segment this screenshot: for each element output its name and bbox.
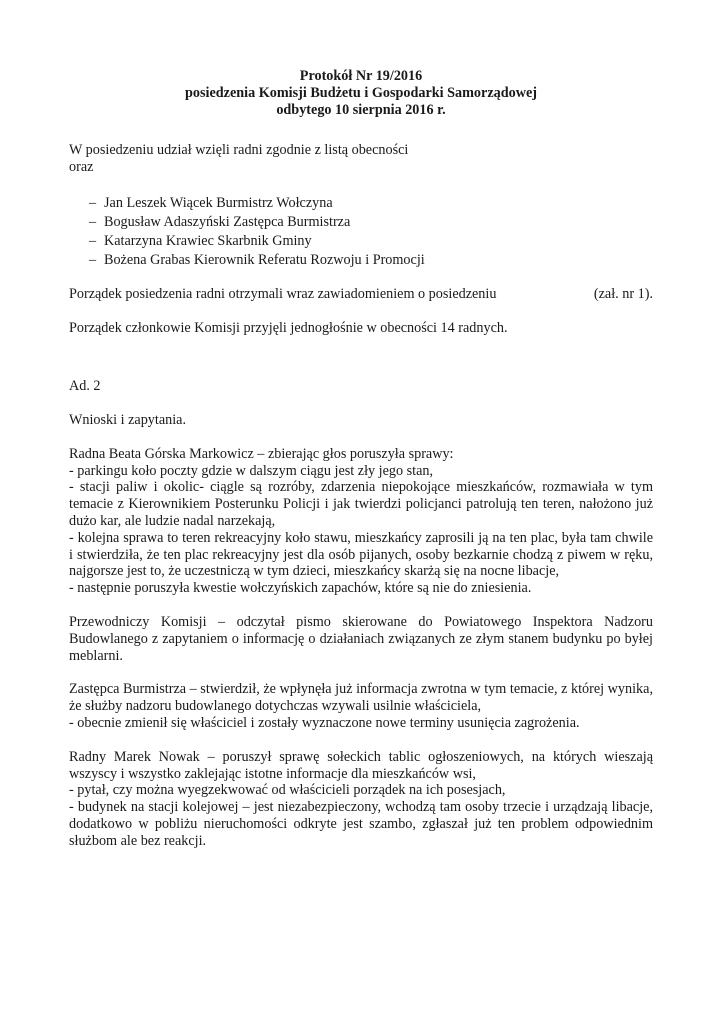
intro-attendance: W posiedzeniu udział wzięli radni zgodnie z listą obecności <box>69 142 409 158</box>
nowak-text: Radny Marek Nowak – poruszył sprawę sołeckich tablic ogłoszeniowych, na których wieszają wszyscy i wszystko zaklejając istotne informacje dla mieszkańców wsi, <box>69 748 653 782</box>
agenda-accepted: Porządek członkowie Komisji przyjęli jednogłośnie w obecności 14 radnych. <box>69 320 508 337</box>
nowak-point-railway: - budynek na stacji kolejowej – jest niezabezpieczony, wchodzą tam osoby trzecie i urządzają libacje, dodatkowo w pobliżu nieruchomości odkryte jest szambo, zgłaszał już ten problem odpowiednim służbom ale bez reakcji. <box>69 799 653 849</box>
deputy-statement <box>69 681 653 731</box>
attendee-list <box>69 194 653 271</box>
dash-bullet: – <box>89 252 97 269</box>
gorska-point-recreation: - kolejna sprawa to teren rekreacyjny koło stawu, mieszkańcy zaprosili ją na ten plac, była tam chwile i stwierdziła, że ten plac rekreacyjny jest dla osób pijanych, osoby bezkarnie chodzą z piwem w ręku, najgorsze jest to, że uczestniczą w tym dzieci, mieszkańcy skarżą się na nocne libacje, <box>69 529 653 580</box>
meeting-date: odbytego 10 sierpnia 2016 r. <box>276 102 446 118</box>
agenda-received-row <box>69 286 653 303</box>
attachment-reference: (zał. nr 1). <box>593 286 653 303</box>
attendee-name: Bogusław Adaszyński Zastępca Burmistrza <box>104 213 351 230</box>
chairman-statement: Przewodniczy Komisji – odczytał pismo skierowane do Powiatowego Inspektora Nadzoru Budowlanego z zapytaniem o informację o działaniach związanych ze złym stanem budynku po byłej meblarni. <box>69 613 653 664</box>
section-heading: Ad. 2 <box>69 378 101 395</box>
dash-bullet: – <box>89 194 97 211</box>
protocol-number: Protokół Nr 19/2016 <box>299 68 423 84</box>
attendee-name: Bożena Grabas Kierownik Referatu Rozwoju i Promocji <box>104 252 425 269</box>
document-page <box>69 68 653 850</box>
dash-bullet: – <box>89 233 97 249</box>
nowak-point-order: - pytał, czy można wyegzekwować od właścicieli porządek na ich posesjach, <box>69 782 506 799</box>
intro-and: oraz <box>69 158 94 175</box>
document-header <box>69 68 653 119</box>
deputy-text: Zastępca Burmistrza – stwierdził, że wpłynęła już informacja zwrotna w tym temacie, z której wynika, że służby nadzoru budowlanego dotychczas wzywali usilnie właściciela, <box>69 681 653 715</box>
agenda-received: Porządek posiedzenia radni otrzymali wraz zawiadomieniem o posiedzeniu <box>69 286 497 303</box>
list-item <box>69 232 653 251</box>
gorska-intro: Radna Beata Górska Markowicz – zbierając głos poruszyła sprawy: <box>69 445 454 462</box>
list-item <box>69 194 653 213</box>
deputy-point: - obecnie zmienił się właściciel i zostały wyznaczone nowe terminy usunięcia zagrożenia. <box>69 714 580 731</box>
gorska-point-station: - stacji paliw i okolic- ciągle są rozróby, zdarzenia niepokojące mieszkańców, rozmawiała w tym temacie z Kierownikiem Posterunku Policji i jak twierdzi policjanci patrolują ten teren, nałożono już dużo kar, ale ludzie nadal narzekają, <box>69 479 653 529</box>
dash-bullet: – <box>89 213 97 230</box>
gorska-point-smells: - następnie poruszyła kwestie wołczyńskich zapachów, które są nie do zniesienia. <box>69 580 532 597</box>
section-subheading: Wnioski i zapytania. <box>69 412 187 428</box>
gorska-statement <box>69 446 653 597</box>
list-item <box>69 213 653 232</box>
attendee-name: Katarzyna Krawiec Skarbnik Gminy <box>104 233 312 249</box>
nowak-statement <box>69 749 653 850</box>
gorska-point-parking: - parkingu koło poczty gdzie w dalszym ciągu jest zły jego stan, <box>69 462 434 479</box>
meeting-name: posiedzenia Komisji Budżetu i Gospodarki Samorządowej <box>185 85 537 101</box>
attendee-name: Jan Leszek Wiącek Burmistrz Wołczyna <box>104 194 333 211</box>
list-item <box>69 251 653 270</box>
